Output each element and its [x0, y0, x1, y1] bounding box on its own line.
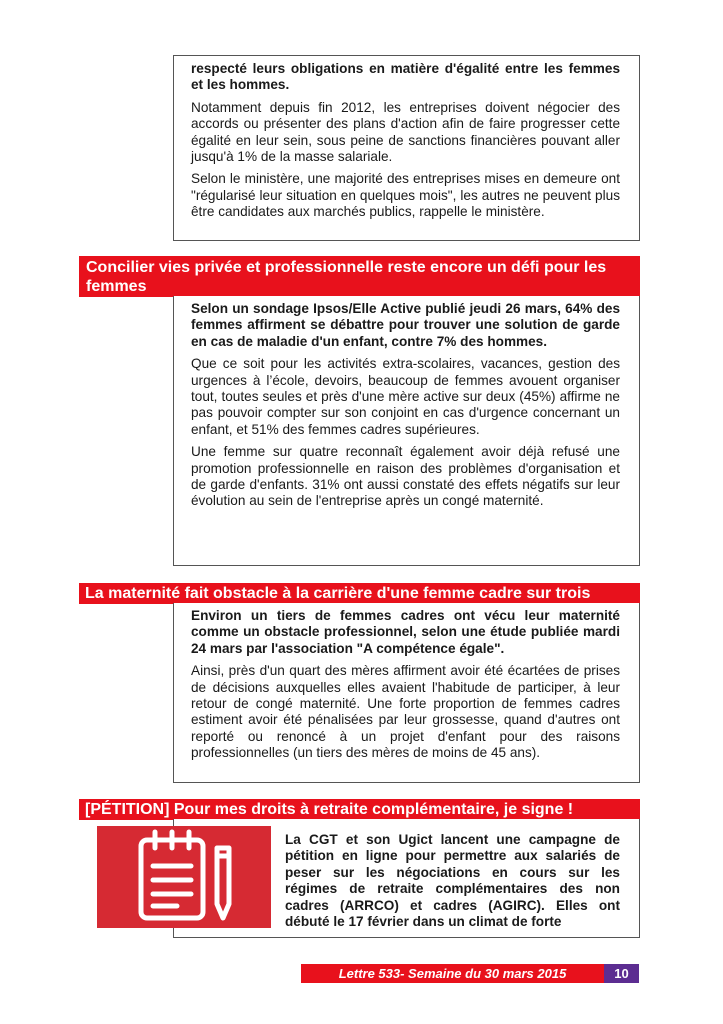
- page-number: 10: [604, 964, 639, 983]
- petition-clipboard-icon: [97, 826, 271, 928]
- article-paragraph: Une femme sur quatre reconnaît également avoir déjà refusé une promotion professionnelle en raison des problèmes d'organisation et de garde d'enfants. 31% ont aussi constaté des effets négatifs sur leur évolution au sein de l'entreprise après un congé maternité.: [191, 444, 620, 509]
- article-lead: Selon un sondage Ipsos/Elle Active publié jeudi 26 mars, 64% des femmes affirment se débattre pour trouver une solution de garde en cas de maladie d'un enfant, contre 7% des hommes.: [191, 301, 620, 349]
- section-title-banner: [79, 583, 640, 604]
- article-paragraph: Que ce soit pour les activités extra-scolaires, vacances, gestion des urgences à l’école, devoirs, beaucoup de femmes avouent organiser tout, toutes seules et près d'une mère active sur deux (45%) affirme ne pas pouvoir compter sur son conjoint en cas d'urgence concernant un enfant, et 51% des femmes cadres supérieures.: [191, 356, 620, 437]
- article-lead: La CGT et son Ugict lancent une campagne de pétition en ligne pour permettre aux salariés de peser sur les négociations en cours sur les régimes de retraite complémentaires des non cadres (ARRCO) et cadres (AGIRC). Elles ont débuté le 17 février dans un climat de forte: [285, 832, 620, 930]
- article-paragraph: Selon le ministère, une majorité des entreprises mises en demeure ont "régularisé leur situation en quelques mois", les autres ne peuvent plus être candidates aux marchés publics, rappelle le ministère.: [191, 171, 620, 220]
- section-title: La maternité fait obstacle à la carrière d'une femme cadre sur trois: [85, 585, 591, 602]
- section-title-banner: [79, 799, 640, 820]
- article-lead: respecté leurs obligations en matière d'égalité entre les femmes et les hommes.: [191, 61, 620, 93]
- article-lead: Environ un tiers de femmes cadres ont vécu leur maternité comme un obstacle professionnel, selon une étude publiée mardi 24 mars par l'association "A compétence égale".: [191, 608, 620, 656]
- article-paragraph: Ainsi, près d'un quart des mères affirment avoir été écartées de prises de décisions auxquelles elles avaient l'habitude de participer, à leur retour de congé maternité. Une forte proportion de femmes cadres estiment avoir été pénalisées par leur grossesse, quand d'autres ont reporté ou renoncé à un projet d'enfant pour des raisons professionnelles (un tiers des mères de moins de 45 ans).: [191, 663, 620, 761]
- petition-icon-tile: [97, 826, 271, 928]
- section-title: Concilier vies privée et professionnelle reste encore un défi pour les femmes: [86, 259, 607, 295]
- article-paragraph: Notamment depuis fin 2012, les entreprises doivent négocier des accords ou présenter des plans d'action afin de faire progresser cette égalité en leur sein, sous peine de sanctions financières pouvant aller jusqu'à 1% de la masse salariale.: [191, 99, 620, 165]
- article-box-maternity: [173, 603, 640, 783]
- issue-label: Lettre 533- Semaine du 30 mars 2015: [301, 964, 604, 983]
- article-box-equality: [173, 55, 640, 241]
- article-box-work-life: [173, 296, 640, 566]
- section-title: [PÉTITION] Pour mes droits à retraite complémentaire, je signe !: [85, 801, 574, 818]
- section-title-banner: [79, 256, 640, 297]
